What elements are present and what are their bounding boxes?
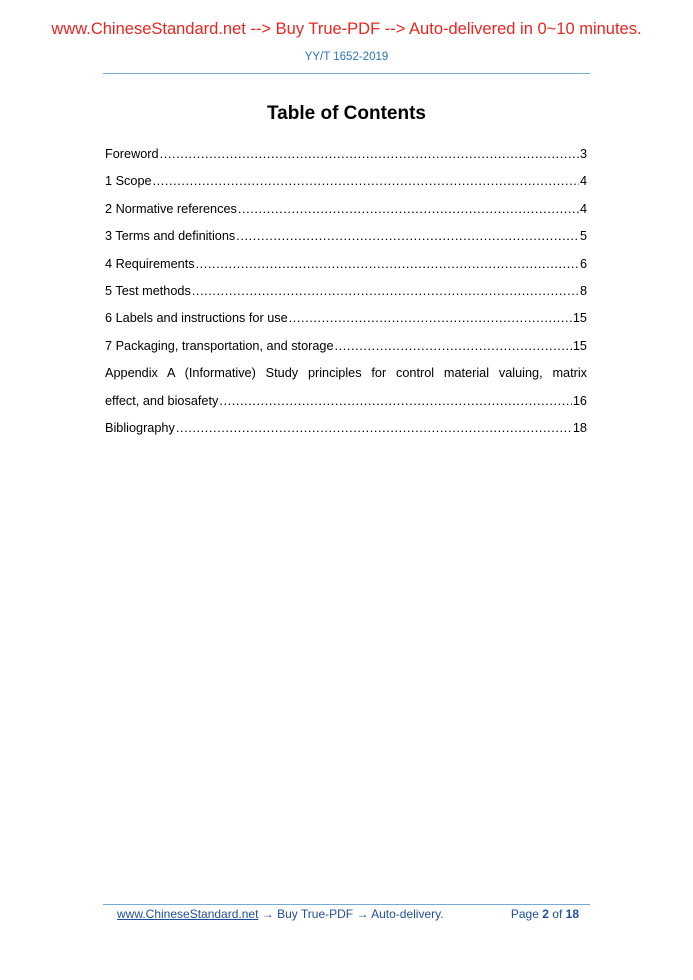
- toc-leader-dots: [176, 417, 572, 439]
- toc-entry-bibliography[interactable]: [105, 417, 587, 444]
- footer-of-word: of: [552, 907, 563, 921]
- toc-entry-page: 18: [572, 420, 587, 435]
- top-banner[interactable]: www.ChineseStandard.net --> Buy True-PDF --> Auto-delivered in 0~10 minutes.: [51, 20, 642, 38]
- toc-entry-scope[interactable]: [105, 170, 587, 197]
- toc-entry-page: 4: [579, 174, 587, 189]
- header-divider: [103, 73, 590, 74]
- footer-website-link[interactable]: www.ChineseStandard.net: [117, 907, 259, 921]
- toc-entry-appendix-a-continued[interactable]: [105, 390, 587, 417]
- toc-leader-dots: [196, 253, 579, 275]
- toc-leader-dots: [153, 170, 579, 192]
- toc-entry-page: 5: [579, 229, 587, 244]
- toc-entry-page: 6: [579, 256, 587, 271]
- toc-entry-label: 4 Requirements: [105, 256, 195, 271]
- toc-entry-terms-and-definitions[interactable]: [105, 225, 587, 252]
- toc-entry-page: 8: [579, 283, 587, 298]
- footer-tagline: → Buy True-PDF → Auto-delivery.: [258, 907, 444, 921]
- footer-page-info: [511, 907, 579, 922]
- toc-entry-page: 16: [572, 393, 587, 408]
- toc-title: Table of Contents: [266, 103, 427, 124]
- footer-current-page: 2: [542, 907, 549, 921]
- toc-entry-label: Foreword: [105, 147, 159, 161]
- toc-entry-test-methods[interactable]: [105, 280, 587, 307]
- toc-entry-appendix-a[interactable]: Appendix A (Informative) Study principles for control material valuing, matrix: [105, 366, 587, 381]
- toc-entry-packaging-transportation-storage[interactable]: [105, 335, 587, 362]
- toc-entry-requirements[interactable]: [105, 253, 587, 280]
- toc-entry-foreword[interactable]: [105, 143, 587, 170]
- toc-leader-dots: [238, 198, 579, 220]
- toc-entry-label: Bibliography: [105, 420, 175, 435]
- toc-entry-label: 6 Labels and instructions for use: [105, 311, 288, 326]
- toc-entry-page: 3: [579, 147, 587, 161]
- toc-leader-dots: [219, 390, 572, 412]
- toc-entry-label: 7 Packaging, transportation, and storage: [105, 338, 334, 353]
- toc-entry-page: 15: [572, 338, 587, 353]
- document-code: YY/T 1652-2019: [304, 51, 389, 63]
- toc-entry-page: 15: [572, 311, 587, 326]
- toc-entry-label: 2 Normative references: [105, 201, 237, 216]
- toc-leader-dots: [160, 143, 579, 165]
- table-of-contents: [105, 143, 587, 444]
- toc-entry-normative-references[interactable]: [105, 198, 587, 225]
- toc-leader-dots: [192, 280, 579, 302]
- footer-page-word: Page: [510, 907, 539, 921]
- toc-leader-dots: [289, 307, 572, 329]
- toc-entry-label: 1 Scope: [105, 174, 152, 189]
- toc-entry-labels-and-instructions[interactable]: [105, 307, 587, 334]
- toc-entry-page: 4: [579, 201, 587, 216]
- toc-entry-label: 5 Test methods: [105, 283, 191, 298]
- footer-total-pages: 18: [565, 907, 579, 921]
- toc-entry-label: effect, and biosafety: [105, 393, 219, 408]
- toc-leader-dots: [236, 225, 579, 247]
- footer-divider: [103, 904, 590, 905]
- toc-leader-dots: [335, 335, 572, 357]
- toc-entry-label: 3 Terms and definitions: [105, 229, 236, 244]
- page-footer: [117, 907, 587, 922]
